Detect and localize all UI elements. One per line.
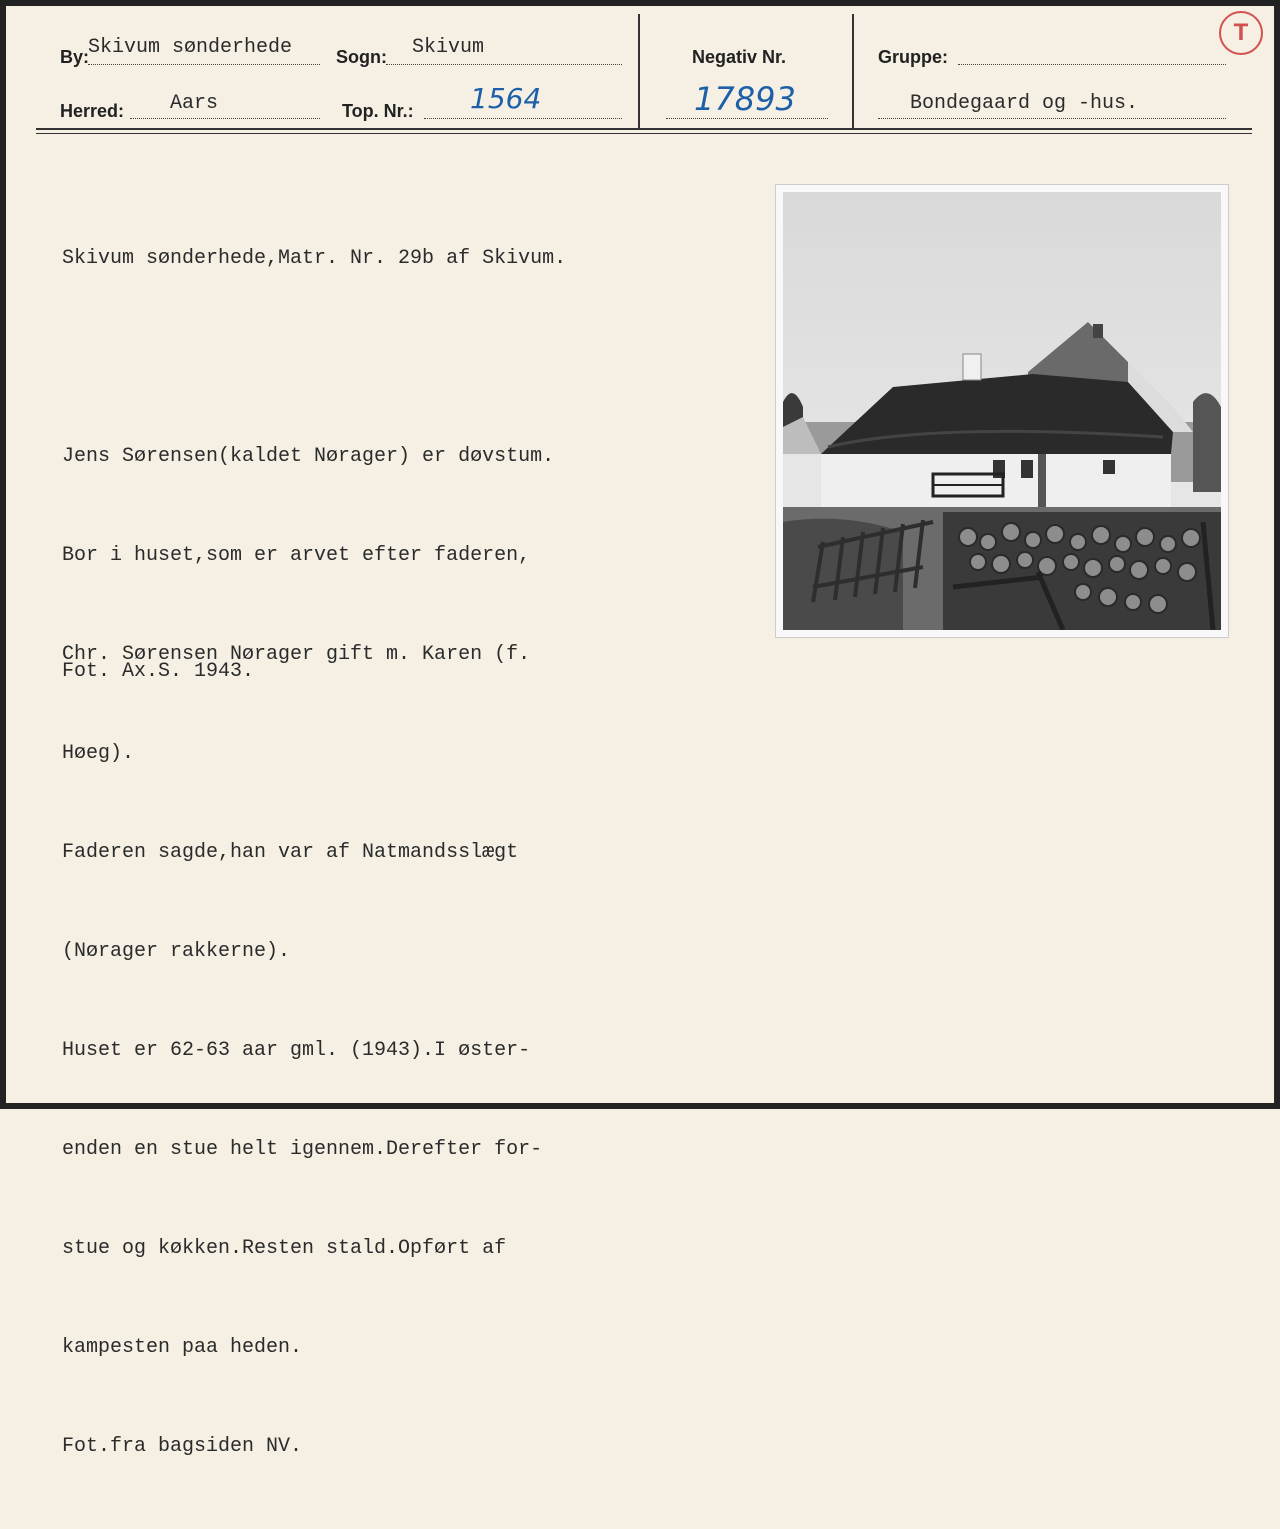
description-line: Skivum sønderhede,Matr. Nr. 29b af Skivum. <box>62 247 567 270</box>
gruppe-field-line <box>958 64 1226 65</box>
description-line: stue og køkken.Resten stald.Opført af <box>62 1237 507 1260</box>
by-value: Skivum sønderhede <box>88 36 293 59</box>
description-line: Fot.fra bagsiden NV. <box>62 1435 303 1458</box>
sogn-label: Sogn: <box>336 47 387 67</box>
header-divider <box>852 14 854 130</box>
description-line: (Nørager rakkerne). <box>62 940 291 963</box>
description-line: kampesten paa heden. <box>62 1336 303 1359</box>
header-rule <box>36 128 1252 130</box>
negativ-field-line <box>666 118 828 119</box>
sogn-field-line <box>386 64 622 65</box>
gruppe-field-line-2 <box>878 118 1226 119</box>
description-line: enden en stue helt igennem.Derefter for- <box>62 1138 543 1161</box>
description-line <box>62 341 566 374</box>
description-line: Jens Sørensen(kaldet Nørager) er døvstum. <box>62 445 555 468</box>
topnr-field-line <box>424 118 622 119</box>
t-stamp <box>1219 11 1263 55</box>
by-field-line <box>88 64 320 65</box>
description-line: Bor i huset,som er arvet efter faderen, <box>62 544 531 567</box>
header-divider <box>638 14 640 130</box>
description-line: Huset er 62-63 aar gml. (1943).I øster- <box>62 1039 531 1062</box>
description-line: Høeg). <box>62 742 135 765</box>
negativ-label: Negativ Nr. <box>692 47 787 67</box>
photo-credit: Fot. Ax.S. 1943. <box>62 660 255 683</box>
gruppe-value: Bondegaard og -hus. <box>910 92 1139 115</box>
gruppe-label: Gruppe: <box>878 47 948 67</box>
topnr-value: 1564 <box>470 82 542 115</box>
house-photograph <box>776 185 1228 637</box>
header-rule-thin <box>36 133 1252 134</box>
description-text <box>62 176 566 1529</box>
description-line: Faderen sagde,han var af Natmandsslægt <box>62 841 519 864</box>
description-line: Chr. Sørensen Nørager gift m. Karen (f. <box>62 643 531 666</box>
topnr-label: Top. Nr.: <box>342 101 414 121</box>
herred-field-line <box>130 118 320 119</box>
by-label: By: <box>60 47 90 67</box>
herred-value: Aars <box>170 92 219 115</box>
stamp-letter: T <box>1233 19 1249 46</box>
herred-label: Herred: <box>60 101 125 121</box>
photo-image <box>783 192 1221 630</box>
negativ-value: 17893 <box>694 80 796 118</box>
sogn-value: Skivum <box>412 36 485 59</box>
